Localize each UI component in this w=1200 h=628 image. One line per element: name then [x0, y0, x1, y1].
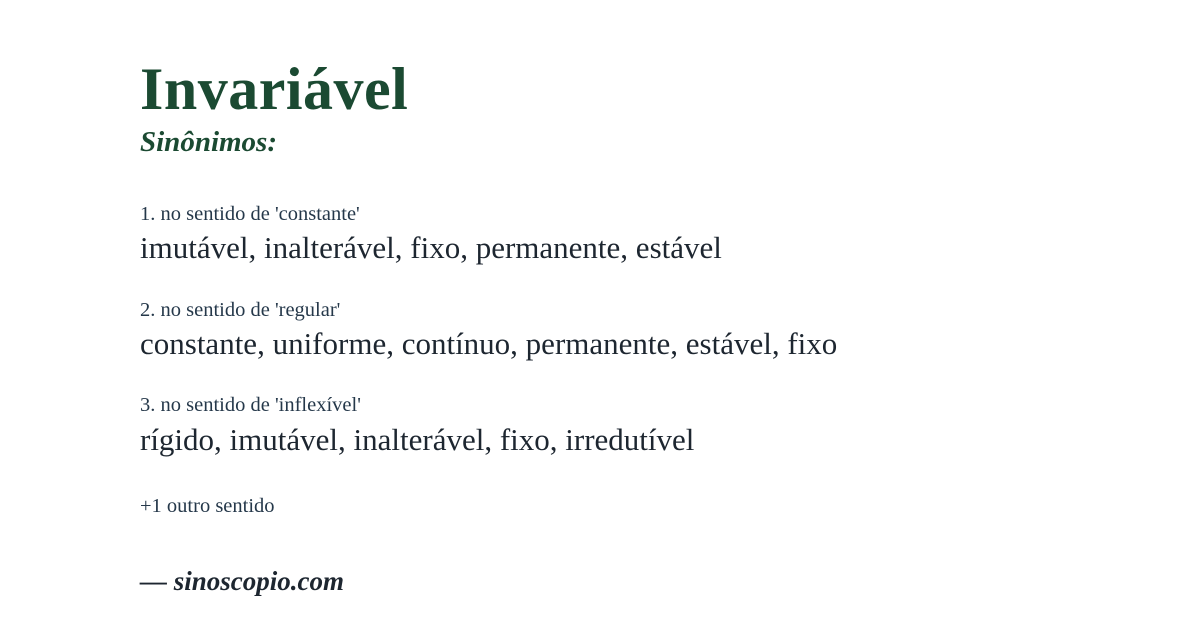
word-title: Invariável — [140, 56, 409, 122]
synonyms-heading: Sinônimos: — [140, 126, 277, 158]
sense-synonyms: constante, uniforme, contínuo, permanente, estável, fixo — [140, 326, 838, 362]
sense-block — [140, 298, 1140, 363]
sense-label: 1. no sentido de 'constante' — [140, 202, 360, 225]
sense-block — [140, 393, 1140, 458]
sense-synonyms: imutável, inalterável, fixo, permanente, estável — [140, 230, 722, 266]
sense-label: 2. no sentido de 'regular' — [140, 298, 341, 321]
more-senses-link[interactable]: +1 outro sentido — [140, 495, 275, 518]
sense-label: 3. no sentido de 'inflexível' — [140, 394, 361, 417]
sense-synonyms: rígido, imutável, inalterável, fixo, irredutível — [140, 422, 695, 458]
attribution: — sinoscopio.com — [140, 565, 345, 596]
sense-block — [140, 202, 1140, 267]
